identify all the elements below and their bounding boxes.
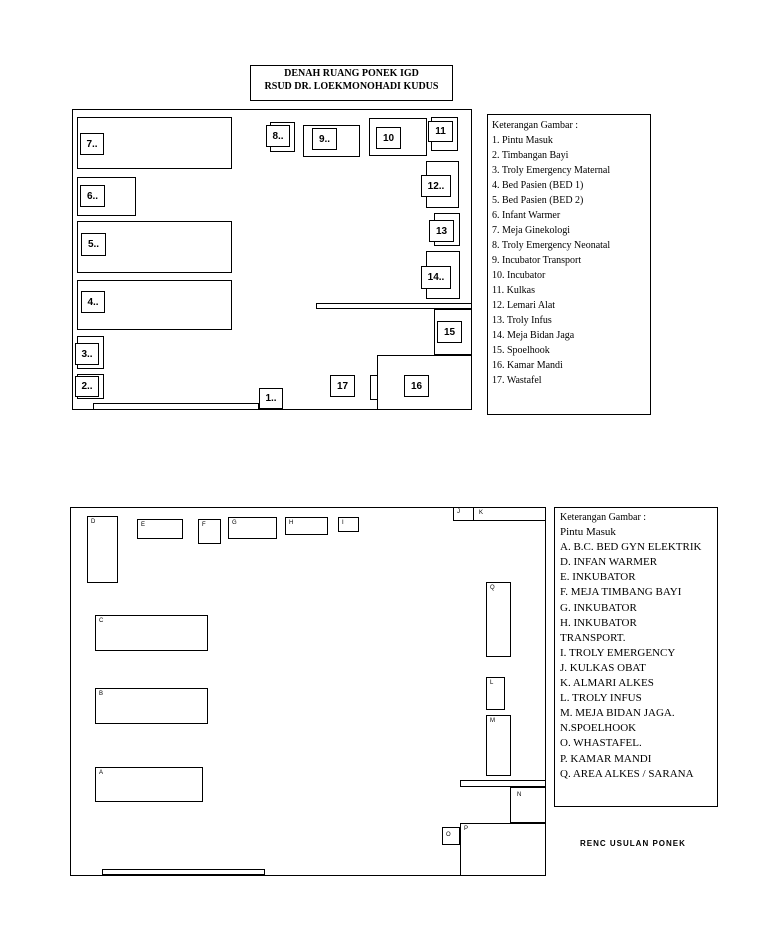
label-7: 7..: [80, 133, 104, 155]
meja-timbang-bayi-F: F: [198, 519, 221, 544]
plan1-legend-item: 14. Meja Bidan Jaga: [492, 330, 575, 341]
plan1-legend-item: 1. Pintu Masuk: [492, 135, 553, 146]
label-1: 1..: [259, 388, 283, 409]
bed-gyn-C: C: [95, 615, 208, 651]
label-15: 15: [437, 321, 462, 343]
label-9: 9..: [312, 128, 337, 150]
label-5: 5..: [81, 233, 106, 256]
plan1-legend-item: 5. Bed Pasien (BED 2): [492, 195, 584, 206]
label-6: 6..: [80, 185, 105, 207]
whastafel-O: O: [442, 827, 460, 845]
meja-bidan-jaga-M: M: [486, 715, 511, 776]
plan1-legend-item: 8. Troly Emergency Neonatal: [492, 240, 611, 251]
plan2-legend-item: F. MEJA TIMBANG BAYI: [560, 586, 682, 599]
plan2-legend: [554, 507, 718, 807]
troly-emergency-I: I: [338, 517, 359, 532]
plan2-legend-item: K. ALMARI ALKES: [560, 677, 654, 690]
plan2-legend-item: N.SPOELHOOK: [560, 722, 637, 735]
plan1-legend-item: 15. Spoelhook: [492, 345, 550, 356]
label-16: 16: [404, 375, 429, 397]
plan2-legend-item: A. B.C. BED GYN ELEKTRIK: [560, 541, 702, 554]
kulkas-obat-J: J: [457, 509, 460, 515]
plan2-legend-item: J. KULKAS OBAT: [560, 661, 646, 674]
plan1-legend-item: 13. Troly Infus: [492, 315, 552, 326]
plan1-legend-item: 12. Lemari Alat: [492, 300, 556, 311]
troly-infus-L: L: [486, 677, 505, 710]
plan1-legend-item: 4. Bed Pasien (BED 1): [492, 180, 584, 191]
plan2-legend-title: Keterangan Gambar :: [560, 512, 647, 523]
plan2-legend-item: D. INFAN WARMER: [560, 556, 658, 569]
plan2-legend-item: I. TROLY EMERGENCY: [560, 646, 676, 659]
label-8: 8..: [266, 125, 290, 147]
label-13: 13: [429, 220, 454, 242]
plan2-legend-item: Pintu Masuk: [560, 526, 616, 539]
label-2: 2..: [75, 376, 99, 397]
plan2-legend-item: TRANSPORT.: [560, 631, 626, 644]
plan1-legend-item: 11. Kulkas: [492, 285, 535, 296]
almari-alkes-K: K: [473, 507, 546, 521]
plan2-legend-item: L. TROLY INFUS: [560, 692, 642, 705]
partition-wall-2: [460, 780, 546, 787]
wastafel-17: [370, 375, 378, 400]
spoelhook-N: N: [510, 787, 546, 823]
plan2-legend-item: O. WHASTAFEL.: [560, 737, 642, 750]
label-17: 17: [330, 375, 355, 397]
label-12: 12..: [421, 175, 451, 197]
plan2-legend-item: H. INKUBATOR: [560, 616, 637, 629]
plan1-legend: [487, 114, 651, 415]
plan1-legend-item: 16. Kamar Mandi: [492, 360, 563, 371]
area-alkes-Q: Q: [486, 582, 511, 657]
plan2-legend-item: E. INKUBATOR: [560, 571, 636, 584]
door-threshold-2: [102, 869, 265, 875]
plan1-title: [250, 65, 453, 101]
label-11: 11: [428, 121, 453, 142]
inkubator-G: G: [228, 517, 277, 539]
label-3: 3..: [75, 343, 99, 365]
door-threshold: [93, 403, 259, 410]
plan1-legend-item: 17. Wastafel: [492, 375, 542, 386]
plan1-title-line2: RSUD DR. LOEKMONOHADI KUDUS: [264, 81, 439, 92]
plan2-legend-item: G. INKUBATOR: [560, 601, 637, 614]
plan1-legend-item: 10. Incubator: [492, 270, 546, 281]
infan-warmer-D: D: [87, 516, 118, 583]
plan2-legend-item: Q. AREA ALKES / SARANA: [560, 767, 694, 780]
inkubator-E: E: [137, 519, 183, 539]
plan1-legend-item: 9. Incubator Transport: [492, 255, 582, 266]
label-10: 10: [376, 127, 401, 149]
bed-gyn-B: B: [95, 688, 208, 724]
plan1-legend-item: 3. Troly Emergency Maternal: [492, 165, 611, 176]
label-14: 14..: [421, 266, 451, 289]
plan1-legend-item: 2. Timbangan Bayi: [492, 150, 569, 161]
plan1-legend-item: 7. Meja Ginekologi: [492, 225, 571, 236]
label-4: 4..: [81, 291, 105, 313]
kamar-mandi-P: P: [460, 823, 546, 876]
plan2-legend-item: M. MEJA BIDAN JAGA.: [560, 707, 675, 720]
plan2-caption: RENC USULAN PONEK: [580, 839, 686, 848]
plan1-title-line1: DENAH RUANG PONEK IGD: [284, 68, 419, 79]
bed-gyn-A: A: [95, 767, 203, 802]
plan1-legend-title: Keterangan Gambar :: [492, 120, 579, 131]
plan2-legend-item: P. KAMAR MANDI: [560, 752, 652, 765]
plan1-legend-item: 6. Infant Warmer: [492, 210, 561, 221]
inkubator-transport-H: H: [285, 517, 328, 535]
